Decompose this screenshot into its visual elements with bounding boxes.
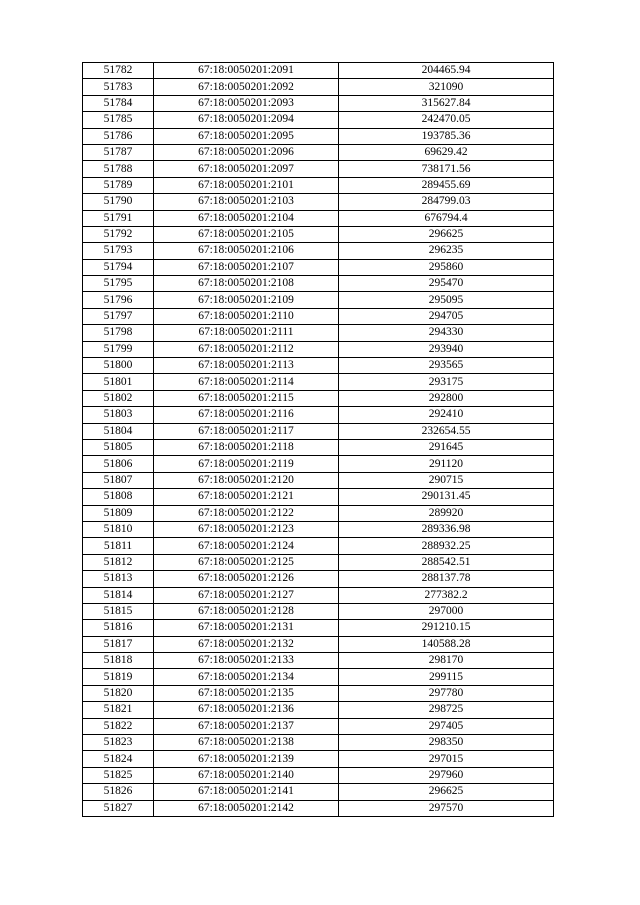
value-cell: 290131.45	[339, 489, 554, 505]
cadastral-number-cell: 67:18:0050201:2124	[154, 538, 339, 554]
cadastral-number-cell: 67:18:0050201:2108	[154, 276, 339, 292]
cadastral-number-cell: 67:18:0050201:2127	[154, 587, 339, 603]
row-number-cell: 51817	[83, 636, 154, 652]
row-number-cell: 51797	[83, 308, 154, 324]
row-number-cell: 51826	[83, 784, 154, 800]
table-row	[83, 800, 554, 816]
row-number-cell: 51818	[83, 653, 154, 669]
value-cell: 298170	[339, 653, 554, 669]
value-cell: 676794.4	[339, 210, 554, 226]
table-body	[83, 63, 554, 817]
table-row	[83, 489, 554, 505]
table-row	[83, 456, 554, 472]
cadastral-number-cell: 67:18:0050201:2142	[154, 800, 339, 816]
row-number-cell: 51789	[83, 177, 154, 193]
table-row	[83, 784, 554, 800]
table-row	[83, 751, 554, 767]
table-row	[83, 735, 554, 751]
value-cell: 242470.05	[339, 112, 554, 128]
cadastral-number-cell: 67:18:0050201:2097	[154, 161, 339, 177]
cadastral-number-cell: 67:18:0050201:2092	[154, 79, 339, 95]
row-number-cell: 51801	[83, 374, 154, 390]
cadastral-number-cell: 67:18:0050201:2133	[154, 653, 339, 669]
table-row	[83, 571, 554, 587]
value-cell: 289920	[339, 505, 554, 521]
table-row	[83, 63, 554, 79]
value-cell: 298725	[339, 702, 554, 718]
table-row	[83, 521, 554, 537]
value-cell: 294705	[339, 308, 554, 324]
table-row	[83, 472, 554, 488]
table-row	[83, 358, 554, 374]
value-cell: 288542.51	[339, 554, 554, 570]
value-cell: 69629.42	[339, 144, 554, 160]
table-row	[83, 685, 554, 701]
row-number-cell: 51785	[83, 112, 154, 128]
value-cell: 288137.78	[339, 571, 554, 587]
table-row	[83, 144, 554, 160]
value-cell: 277382.2	[339, 587, 554, 603]
cadastral-number-cell: 67:18:0050201:2115	[154, 390, 339, 406]
cadastral-number-cell: 67:18:0050201:2112	[154, 341, 339, 357]
row-number-cell: 51821	[83, 702, 154, 718]
table-row	[83, 194, 554, 210]
table-row	[83, 718, 554, 734]
row-number-cell: 51798	[83, 325, 154, 341]
row-number-cell: 51788	[83, 161, 154, 177]
row-number-cell: 51809	[83, 505, 154, 521]
cadastral-number-cell: 67:18:0050201:2116	[154, 407, 339, 423]
table-row	[83, 79, 554, 95]
value-cell: 292800	[339, 390, 554, 406]
cadastral-number-cell: 67:18:0050201:2110	[154, 308, 339, 324]
row-number-cell: 51822	[83, 718, 154, 734]
value-cell: 321090	[339, 79, 554, 95]
table-row	[83, 308, 554, 324]
row-number-cell: 51787	[83, 144, 154, 160]
value-cell: 288932.25	[339, 538, 554, 554]
table-row	[83, 128, 554, 144]
cadastral-value-table	[82, 62, 554, 817]
value-cell: 297960	[339, 767, 554, 783]
row-number-cell: 51812	[83, 554, 154, 570]
cadastral-number-cell: 67:18:0050201:2093	[154, 95, 339, 111]
cadastral-number-cell: 67:18:0050201:2122	[154, 505, 339, 521]
cadastral-number-cell: 67:18:0050201:2121	[154, 489, 339, 505]
row-number-cell: 51782	[83, 63, 154, 79]
row-number-cell: 51784	[83, 95, 154, 111]
table-row	[83, 325, 554, 341]
table-row	[83, 177, 554, 193]
row-number-cell: 51805	[83, 439, 154, 455]
value-cell: 289455.69	[339, 177, 554, 193]
cadastral-number-cell: 67:18:0050201:2126	[154, 571, 339, 587]
row-number-cell: 51820	[83, 685, 154, 701]
cadastral-number-cell: 67:18:0050201:2119	[154, 456, 339, 472]
cadastral-number-cell: 67:18:0050201:2096	[154, 144, 339, 160]
table-row	[83, 341, 554, 357]
row-number-cell: 51792	[83, 226, 154, 242]
row-number-cell: 51783	[83, 79, 154, 95]
row-number-cell: 51803	[83, 407, 154, 423]
value-cell: 292410	[339, 407, 554, 423]
cadastral-number-cell: 67:18:0050201:2106	[154, 243, 339, 259]
table-row	[83, 554, 554, 570]
cadastral-number-cell: 67:18:0050201:2128	[154, 603, 339, 619]
value-cell: 297405	[339, 718, 554, 734]
cadastral-number-cell: 67:18:0050201:2138	[154, 735, 339, 751]
table-row	[83, 505, 554, 521]
cadastral-number-cell: 67:18:0050201:2105	[154, 226, 339, 242]
cadastral-number-cell: 67:18:0050201:2095	[154, 128, 339, 144]
table-row	[83, 374, 554, 390]
cadastral-number-cell: 67:18:0050201:2101	[154, 177, 339, 193]
table-row	[83, 767, 554, 783]
table-row	[83, 390, 554, 406]
table-row	[83, 620, 554, 636]
table-row	[83, 439, 554, 455]
row-number-cell: 51796	[83, 292, 154, 308]
value-cell: 293175	[339, 374, 554, 390]
cadastral-number-cell: 67:18:0050201:2104	[154, 210, 339, 226]
cadastral-number-cell: 67:18:0050201:2137	[154, 718, 339, 734]
row-number-cell: 51825	[83, 767, 154, 783]
row-number-cell: 51786	[83, 128, 154, 144]
value-cell: 295095	[339, 292, 554, 308]
row-number-cell: 51813	[83, 571, 154, 587]
row-number-cell: 51823	[83, 735, 154, 751]
value-cell: 297015	[339, 751, 554, 767]
value-cell: 297780	[339, 685, 554, 701]
row-number-cell: 51816	[83, 620, 154, 636]
value-cell: 297570	[339, 800, 554, 816]
table-row	[83, 112, 554, 128]
table-row	[83, 653, 554, 669]
row-number-cell: 51799	[83, 341, 154, 357]
table-row	[83, 636, 554, 652]
table-row	[83, 243, 554, 259]
cadastral-number-cell: 67:18:0050201:2125	[154, 554, 339, 570]
row-number-cell: 51802	[83, 390, 154, 406]
table-row	[83, 276, 554, 292]
cadastral-number-cell: 67:18:0050201:2132	[154, 636, 339, 652]
value-cell: 193785.36	[339, 128, 554, 144]
row-number-cell: 51827	[83, 800, 154, 816]
value-cell: 204465.94	[339, 63, 554, 79]
value-cell: 290715	[339, 472, 554, 488]
table-row	[83, 702, 554, 718]
value-cell: 299115	[339, 669, 554, 685]
cadastral-number-cell: 67:18:0050201:2134	[154, 669, 339, 685]
value-cell: 140588.28	[339, 636, 554, 652]
value-cell: 298350	[339, 735, 554, 751]
value-cell: 738171.56	[339, 161, 554, 177]
cadastral-number-cell: 67:18:0050201:2140	[154, 767, 339, 783]
cadastral-number-cell: 67:18:0050201:2118	[154, 439, 339, 455]
table-row	[83, 407, 554, 423]
value-cell: 291645	[339, 439, 554, 455]
value-cell: 296625	[339, 784, 554, 800]
value-cell: 284799.03	[339, 194, 554, 210]
value-cell: 315627.84	[339, 95, 554, 111]
table-row	[83, 210, 554, 226]
value-cell: 289336.98	[339, 521, 554, 537]
row-number-cell: 51800	[83, 358, 154, 374]
row-number-cell: 51806	[83, 456, 154, 472]
cadastral-number-cell: 67:18:0050201:2136	[154, 702, 339, 718]
table-row	[83, 669, 554, 685]
cadastral-number-cell: 67:18:0050201:2111	[154, 325, 339, 341]
cadastral-number-cell: 67:18:0050201:2123	[154, 521, 339, 537]
cadastral-number-cell: 67:18:0050201:2103	[154, 194, 339, 210]
row-number-cell: 51808	[83, 489, 154, 505]
value-cell: 291120	[339, 456, 554, 472]
cadastral-number-cell: 67:18:0050201:2139	[154, 751, 339, 767]
value-cell: 294330	[339, 325, 554, 341]
table-row	[83, 259, 554, 275]
cadastral-number-cell: 67:18:0050201:2141	[154, 784, 339, 800]
table-row	[83, 95, 554, 111]
row-number-cell: 51810	[83, 521, 154, 537]
row-number-cell: 51795	[83, 276, 154, 292]
cadastral-number-cell: 67:18:0050201:2117	[154, 423, 339, 439]
value-cell: 232654.55	[339, 423, 554, 439]
cadastral-number-cell: 67:18:0050201:2131	[154, 620, 339, 636]
value-cell: 296235	[339, 243, 554, 259]
value-cell: 295860	[339, 259, 554, 275]
cadastral-number-cell: 67:18:0050201:2109	[154, 292, 339, 308]
row-number-cell: 51804	[83, 423, 154, 439]
cadastral-number-cell: 67:18:0050201:2094	[154, 112, 339, 128]
table-row	[83, 603, 554, 619]
table-row	[83, 538, 554, 554]
table-row	[83, 161, 554, 177]
cadastral-number-cell: 67:18:0050201:2135	[154, 685, 339, 701]
value-cell: 297000	[339, 603, 554, 619]
value-cell: 293565	[339, 358, 554, 374]
row-number-cell: 51824	[83, 751, 154, 767]
value-cell: 296625	[339, 226, 554, 242]
cadastral-number-cell: 67:18:0050201:2114	[154, 374, 339, 390]
table-row	[83, 292, 554, 308]
row-number-cell: 51794	[83, 259, 154, 275]
row-number-cell: 51819	[83, 669, 154, 685]
row-number-cell: 51811	[83, 538, 154, 554]
row-number-cell: 51815	[83, 603, 154, 619]
table-row	[83, 423, 554, 439]
row-number-cell: 51791	[83, 210, 154, 226]
row-number-cell: 51790	[83, 194, 154, 210]
row-number-cell: 51793	[83, 243, 154, 259]
cadastral-number-cell: 67:18:0050201:2113	[154, 358, 339, 374]
cadastral-number-cell: 67:18:0050201:2107	[154, 259, 339, 275]
cadastral-number-cell: 67:18:0050201:2120	[154, 472, 339, 488]
value-cell: 295470	[339, 276, 554, 292]
value-cell: 291210.15	[339, 620, 554, 636]
cadastral-number-cell: 67:18:0050201:2091	[154, 63, 339, 79]
row-number-cell: 51807	[83, 472, 154, 488]
value-cell: 293940	[339, 341, 554, 357]
table-row	[83, 587, 554, 603]
table-row	[83, 226, 554, 242]
row-number-cell: 51814	[83, 587, 154, 603]
